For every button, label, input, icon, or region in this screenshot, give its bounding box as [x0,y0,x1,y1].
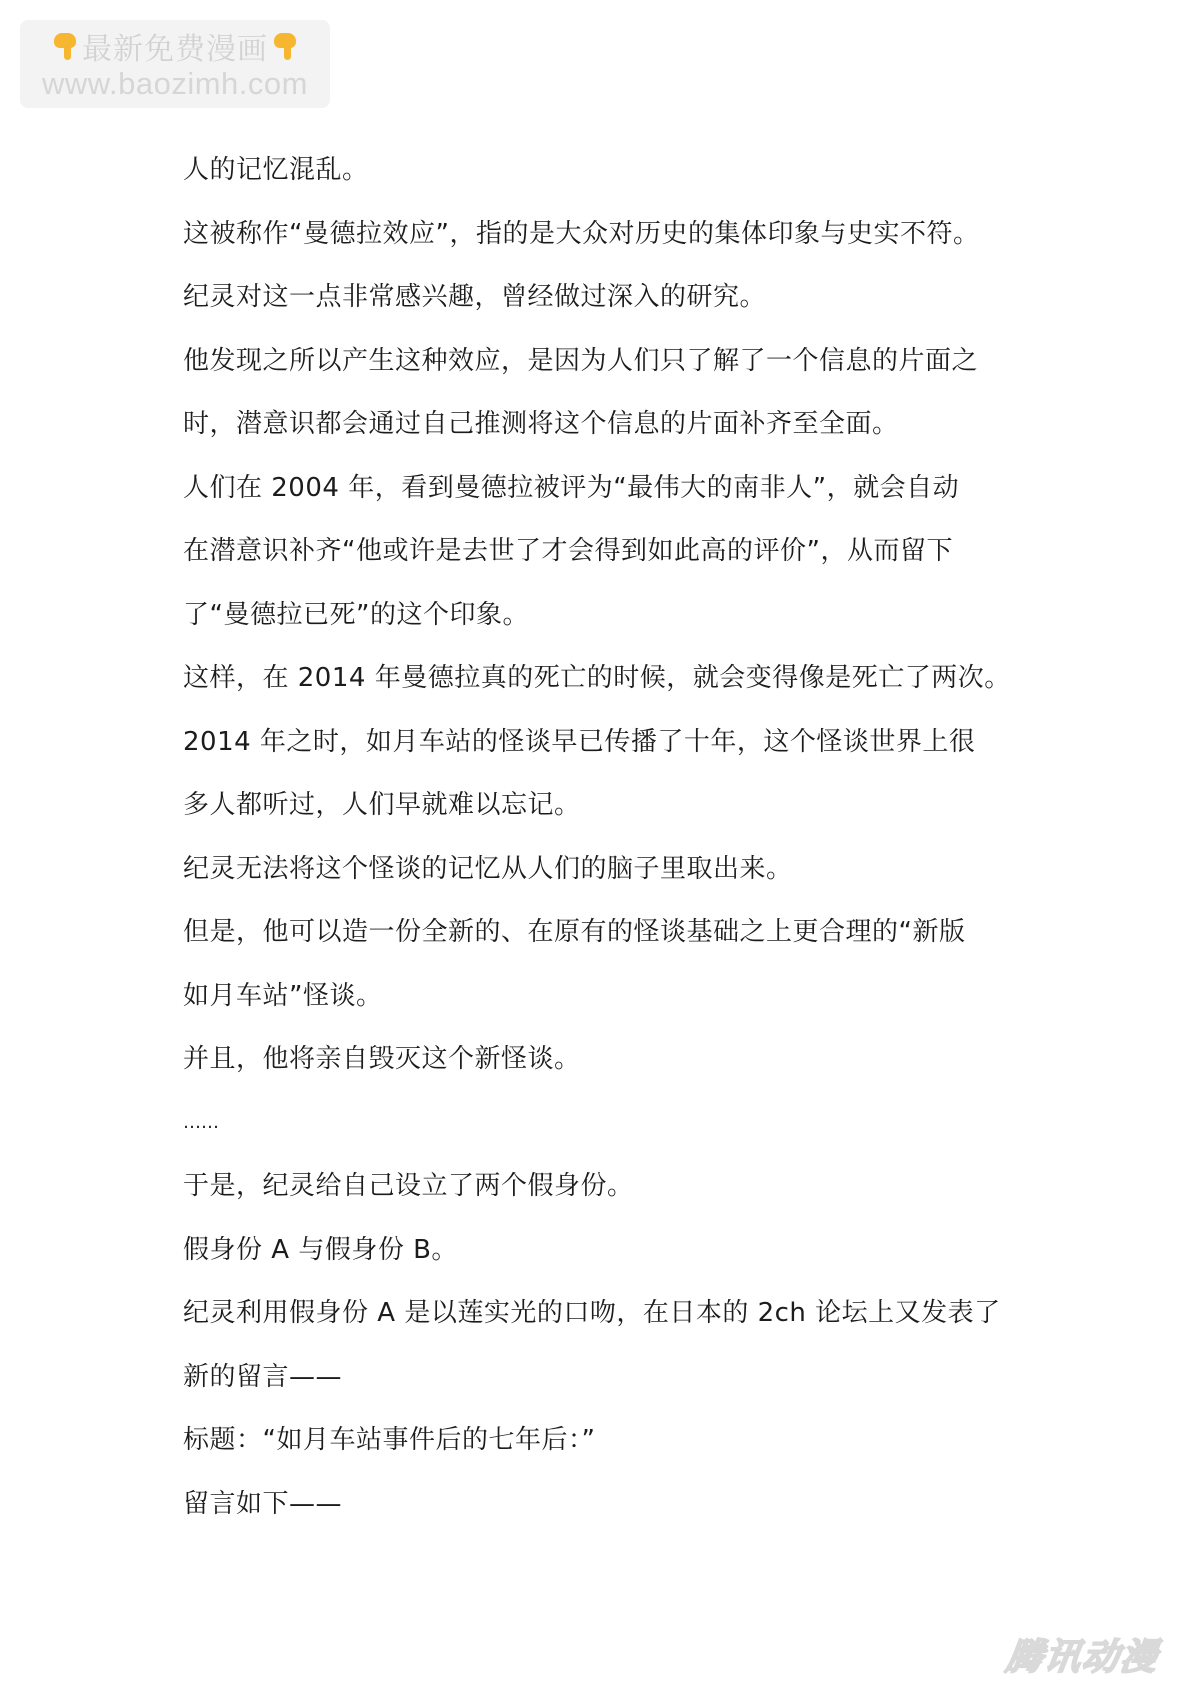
text-line: 于是，纪灵给自己设立了两个假身份。 [183,1171,634,1201]
watermark-title: 最新免费漫画 [82,32,268,67]
watermark-url: www.baozimh.com [42,66,308,101]
text-line: 他发现之所以产生这种效应，是因为人们只了解了一个信息的片面之 [183,345,979,376]
document-body [183,150,1043,1547]
text-line: 人们在 2004 年，看到曼德拉被评为“最伟大的南非人”，就会自动 [183,472,960,503]
text-line: 在潜意识补齐“他或许是去世了才会得到如此高的评价”，从而留下 [183,536,953,566]
text-line: 这被称作“曼德拉效应”，指的是大众对历史的集体印象与史实不符。 [183,218,980,249]
site-watermark [20,20,330,108]
text-line: 留言如下—— [183,1488,343,1519]
text-line: 了“曼德拉已死”的这个印象。 [183,599,529,630]
text-line: 标题：“如月车站事件后的七年后：” [183,1425,596,1455]
ellipsis-separator: …… [183,1111,219,1133]
text-line: 这样，在 2014 年曼德拉真的死亡的时候，就会变得像是死亡了两次。 [183,663,1011,693]
text-line: 纪灵对这一点非常感兴趣，曾经做过深入的研究。 [183,282,767,312]
text-line: 2014 年之时，如月车站的怪谈早已传播了十年，这个怪谈世界上很 [183,726,976,757]
text-line: 新的留言—— [183,1361,343,1392]
text-line: 并且，他将亲自毁灭这个新怪谈。 [183,1044,581,1074]
pointing-down-hand-icon [52,31,78,61]
text-line: 假身份 A 与假身份 B。 [183,1234,458,1265]
text-line: 人的记忆混乱。 [183,155,369,185]
text-line: 时，潜意识都会通过自己推测将这个信息的片面补齐至全面。 [183,409,899,439]
text-line: 纪灵无法将这个怪谈的记忆从人们的脑子里取出来。 [183,853,793,884]
pointing-down-hand-icon [272,31,298,61]
publisher-logo-watermark: 腾讯动漫 [1003,1636,1162,1678]
text-line: 如月车站”怪谈。 [183,980,383,1011]
text-line: 但是，他可以造一份全新的、在原有的怪谈基础之上更合理的“新版 [183,917,966,947]
text-line: 纪灵利用假身份 A 是以莲实光的口吻，在日本的 2ch 论坛上又发表了 [183,1298,1001,1328]
text-line: 多人都听过，人们早就难以忘记。 [183,790,581,820]
watermark-title-row [20,26,330,66]
